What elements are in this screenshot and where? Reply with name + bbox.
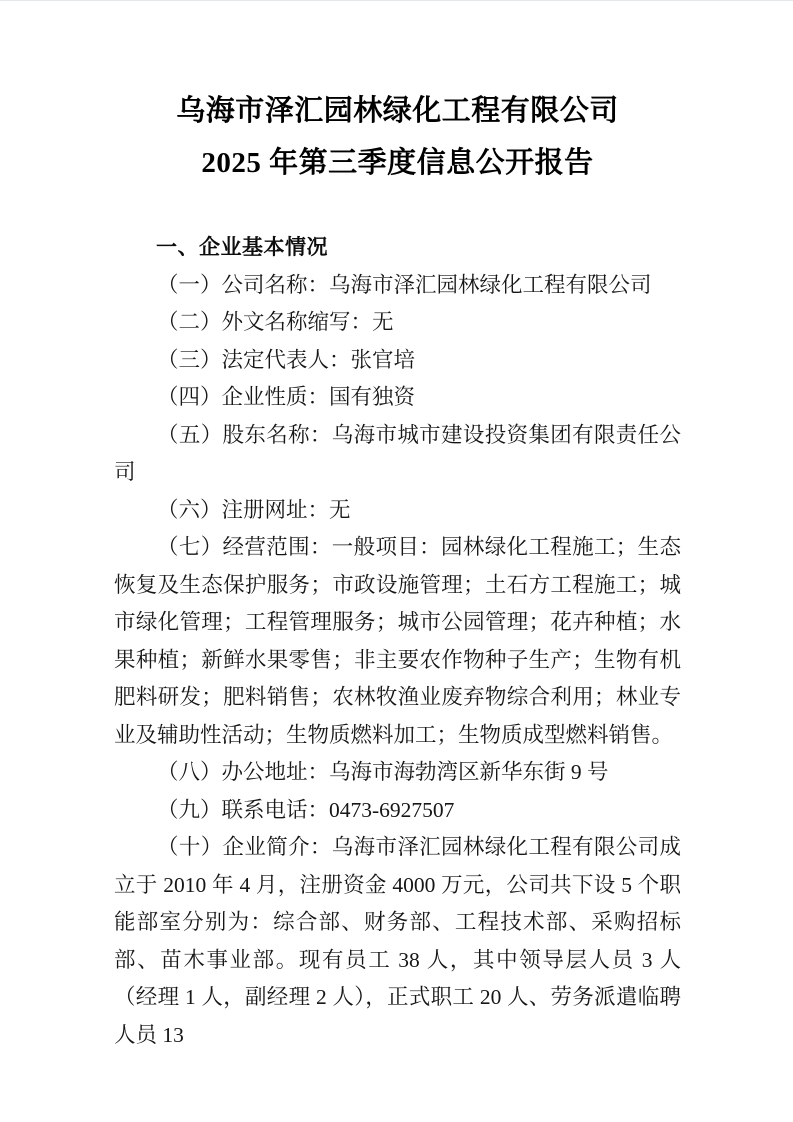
paragraph-shareholder-name: （五）股东名称：乌海市城市建设投资集团有限责任公司 [114, 422, 681, 484]
document-title [114, 85, 681, 189]
section-heading-basic-info: 一、企业基本情况 [156, 236, 328, 259]
paragraph-company-name: （一）公司名称：乌海市泽汇园林绿化工程有限公司 [157, 272, 652, 297]
title-line-1: 乌海市泽汇园林绿化工程有限公司 [176, 95, 619, 127]
paragraph-foreign-name: （二）外文名称缩写：无 [157, 310, 394, 334]
paragraph-contact-phone: （九）联系电话：0473-6927507 [157, 797, 455, 822]
paragraph-business-scope: （七）经营范围：一般项目：园林绿化工程施工；生态恢复及生态保护服务；市政设施管理；土石方工程施工；城市绿化管理；工程管理服务；城市公园管理；花卉种植；水果种植；新鲜水果零售；非主要农作物种子生产；生物有机肥料研发；肥料销售；农林牧渔业废弃物综合利用；林业专业及辅助性活动；生物质燃料加工；生物质成型燃料销售。 [114, 535, 681, 747]
document-content [114, 85, 681, 1054]
paragraph-company-profile: （十）企业简介：乌海市泽汇园林绿化工程有限公司成立于 2010 年 4 月，注册资金 4000 万元，公司共下设 5 个职能部室分别为：综合部、财务部、工程技术部、采购招标部、苗木事业部。现有员工 38 人，其中领导层人员 3 人（经理 1 人，副经理 2 人），正式职工 20 人、劳务派遣临聘人员 13 [114, 835, 681, 1047]
title-line-2: 2025 年第三季度信息公开报告 [201, 147, 594, 179]
paragraph-legal-representative: （三）法定代表人：张官培 [157, 347, 416, 372]
paragraph-office-address: （八）办公地址：乌海市海勃湾区新华东街 9 号 [157, 760, 609, 784]
paragraph-enterprise-nature: （四）企业性质：国有独资 [157, 385, 416, 409]
paragraph-registered-website: （六）注册网址：无 [157, 497, 351, 522]
